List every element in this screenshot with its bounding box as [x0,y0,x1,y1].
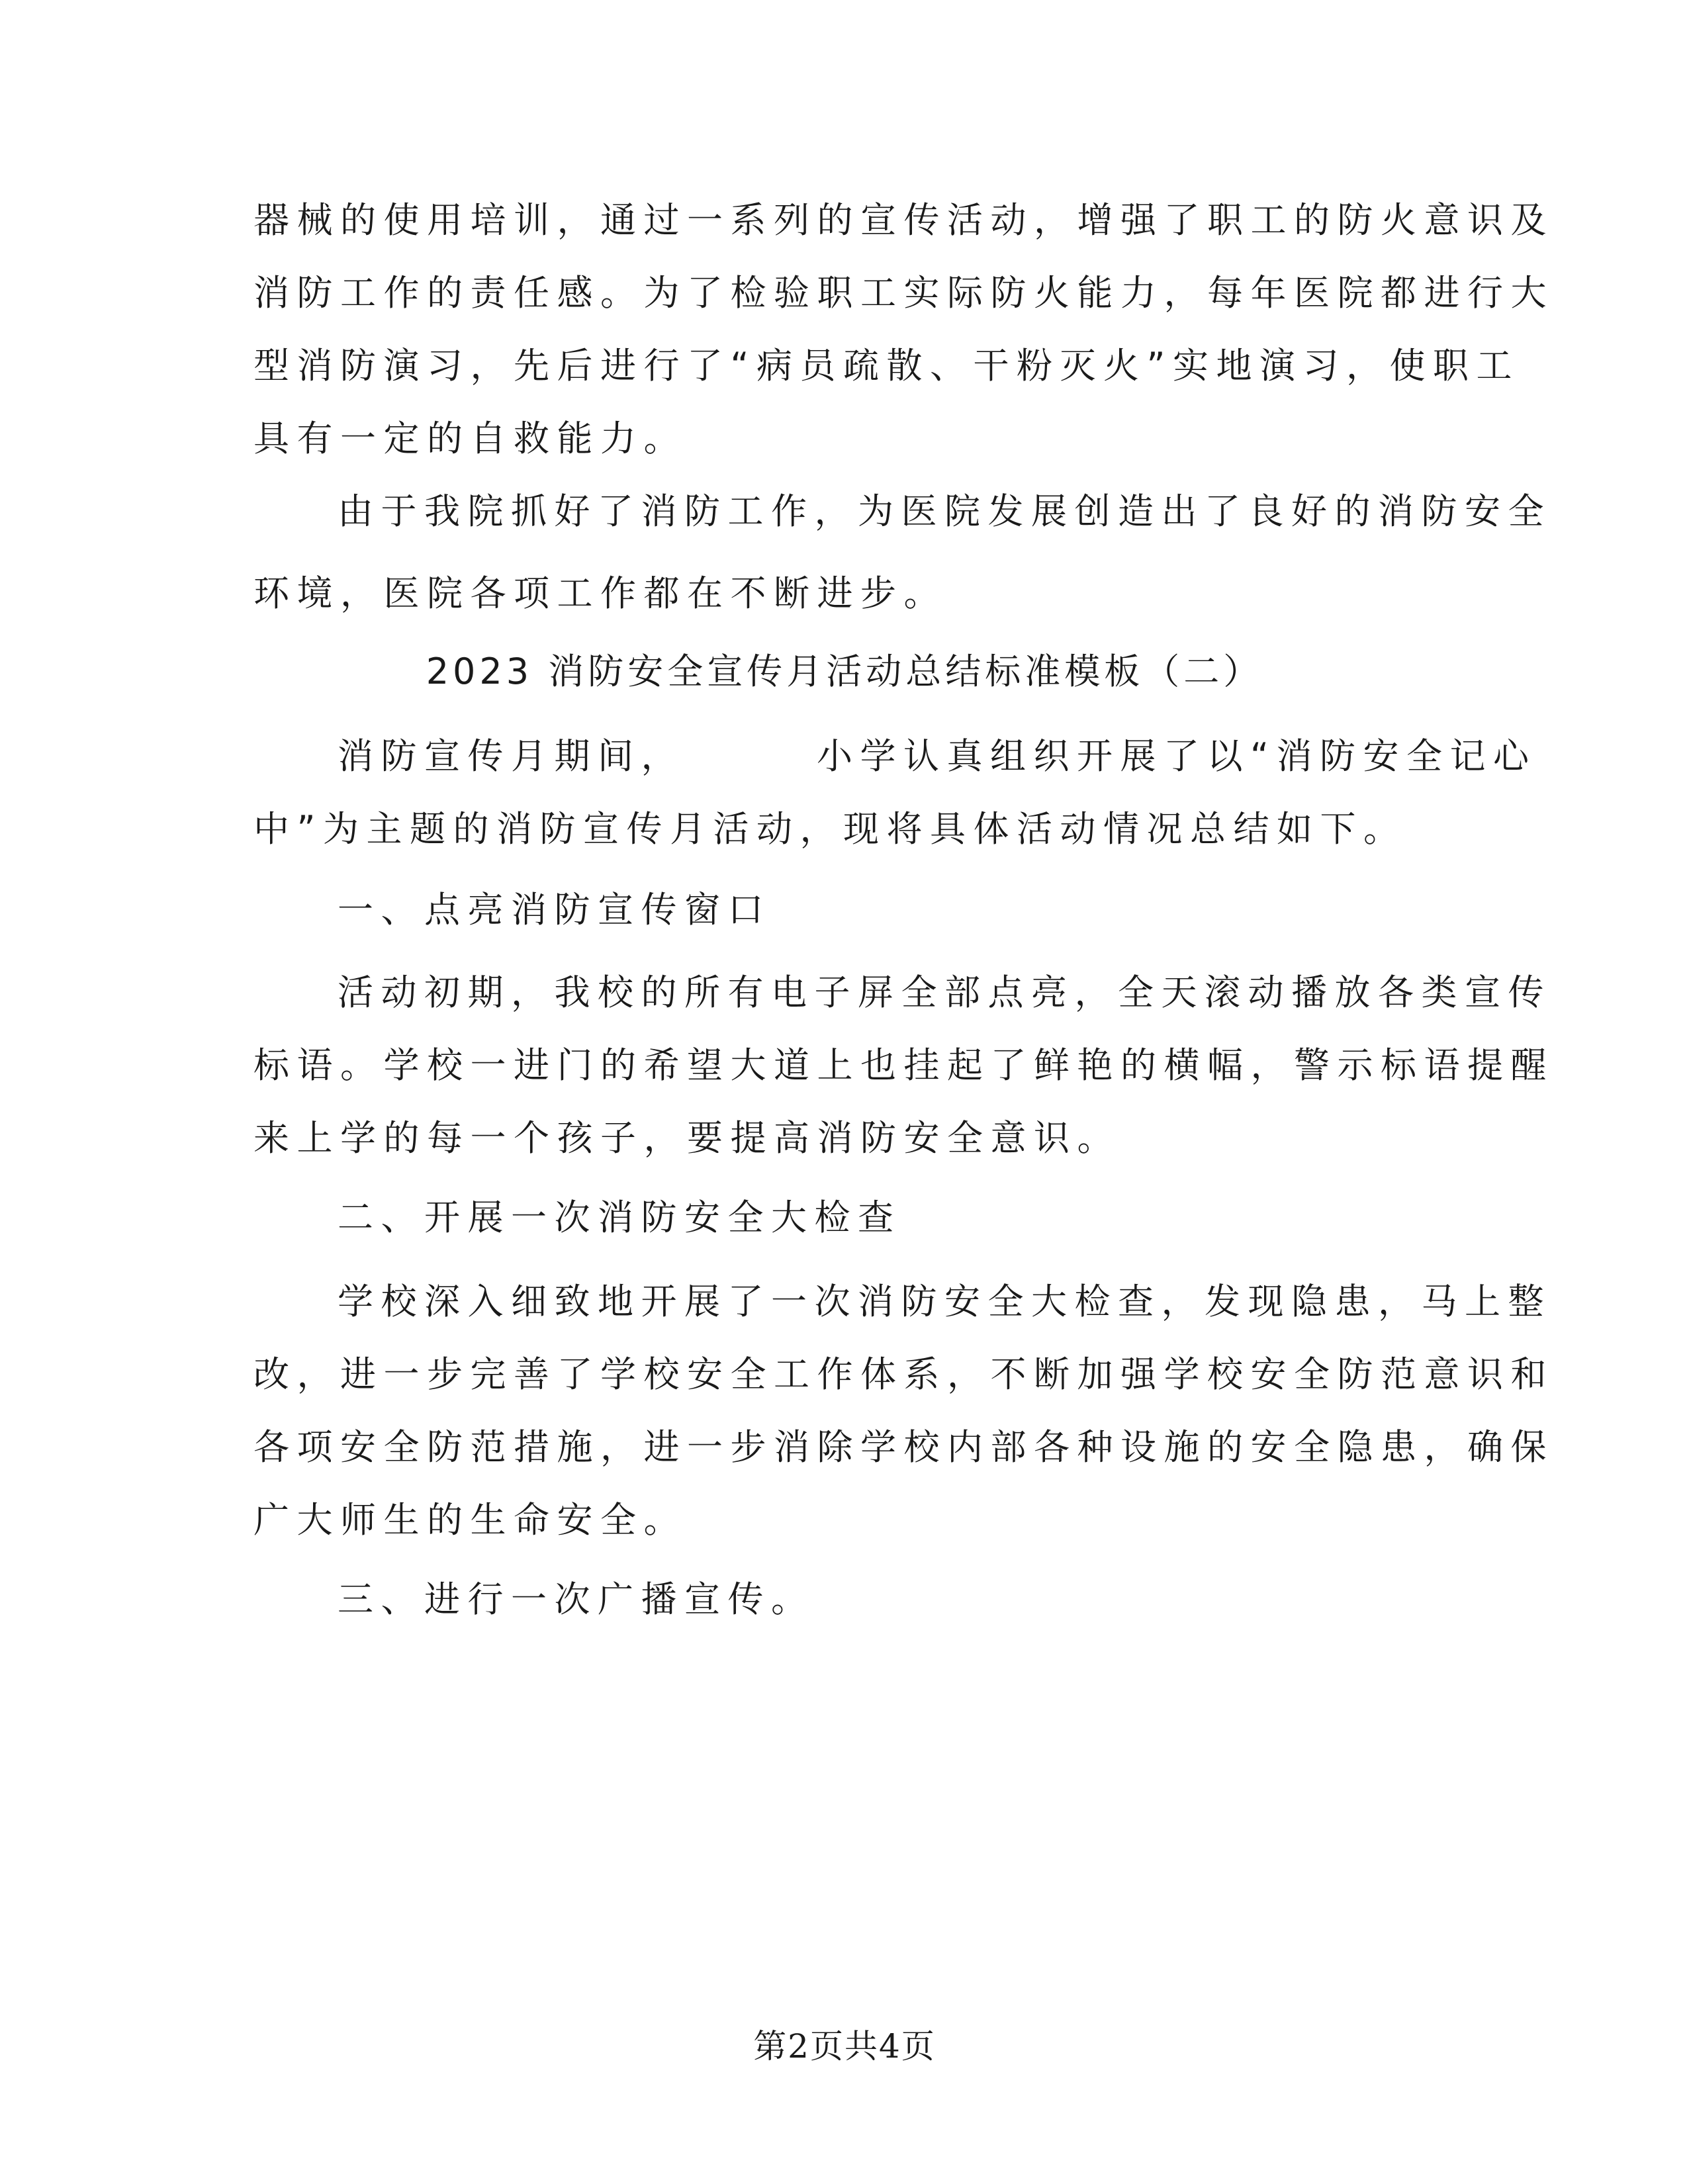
intro-line-1-end: 小学认真组织开展了以“消防安全记心 [817,735,1537,777]
heading-2: 二、开展一次消防安全大检查 [338,1197,901,1238]
heading-3: 三、进行一次广播宣传。 [338,1578,815,1620]
paragraph-3-line-1: 活动初期，我校的所有电子屏全部点亮，全天滚动播放各类宣传 [338,972,1551,1013]
paragraph-2-line-2: 环境，医院各项工作都在不断进步。 [253,572,947,614]
heading-1: 一、点亮消防宣传窗口 [338,889,771,931]
intro-line-1 [338,733,1536,780]
paragraph-2-line-1: 由于我院抓好了消防工作，为医院发展创造出了良好的消防安全 [338,490,1551,532]
paragraph-1-line-1: 器械的使用培训，通过一系列的宣传活动，增强了职工的防火意识及 [253,199,1554,241]
paragraph-1-line-4: 具有一定的自救能力。 [253,418,687,459]
paragraph-4-line-1: 学校深入细致地开展了一次消防安全大检查，发现隐患，马上整 [338,1281,1551,1322]
intro-line-1-start: 消防宣传月期间， [338,735,684,777]
paragraph-3-line-3: 来上学的每一个孩子，要提高消防安全意识。 [253,1117,1120,1159]
paragraph-3-line-2: 标语。学校一进门的希望大道上也挂起了鲜艳的横幅，警示标语提醒 [253,1044,1554,1086]
paragraph-1-line-2: 消防工作的责任感。为了检验职工实际防火能力，每年医院都进行大 [253,272,1554,314]
paragraph-1-line-3: 型消防演习，先后进行了“病员疏散、干粉灭火”实地演习，使职工 [253,345,1520,387]
paragraph-4-line-2: 改，进一步完善了学校安全工作体系，不断加强学校安全防范意识和 [253,1353,1554,1395]
paragraph-4-line-4: 广大师生的生命安全。 [253,1499,687,1541]
intro-line-2: 中”为主题的消防宣传月活动，现将具体活动情况总结如下。 [253,808,1407,850]
section-title: 2023 消防安全宣传月活动总结标准模板（二） [426,651,1263,692]
page-number-footer: 第2页共4页 [753,2027,936,2066]
paragraph-4-line-3: 各项安全防范措施，进一步消除学校内部各种设施的安全隐患，确保 [253,1426,1554,1468]
